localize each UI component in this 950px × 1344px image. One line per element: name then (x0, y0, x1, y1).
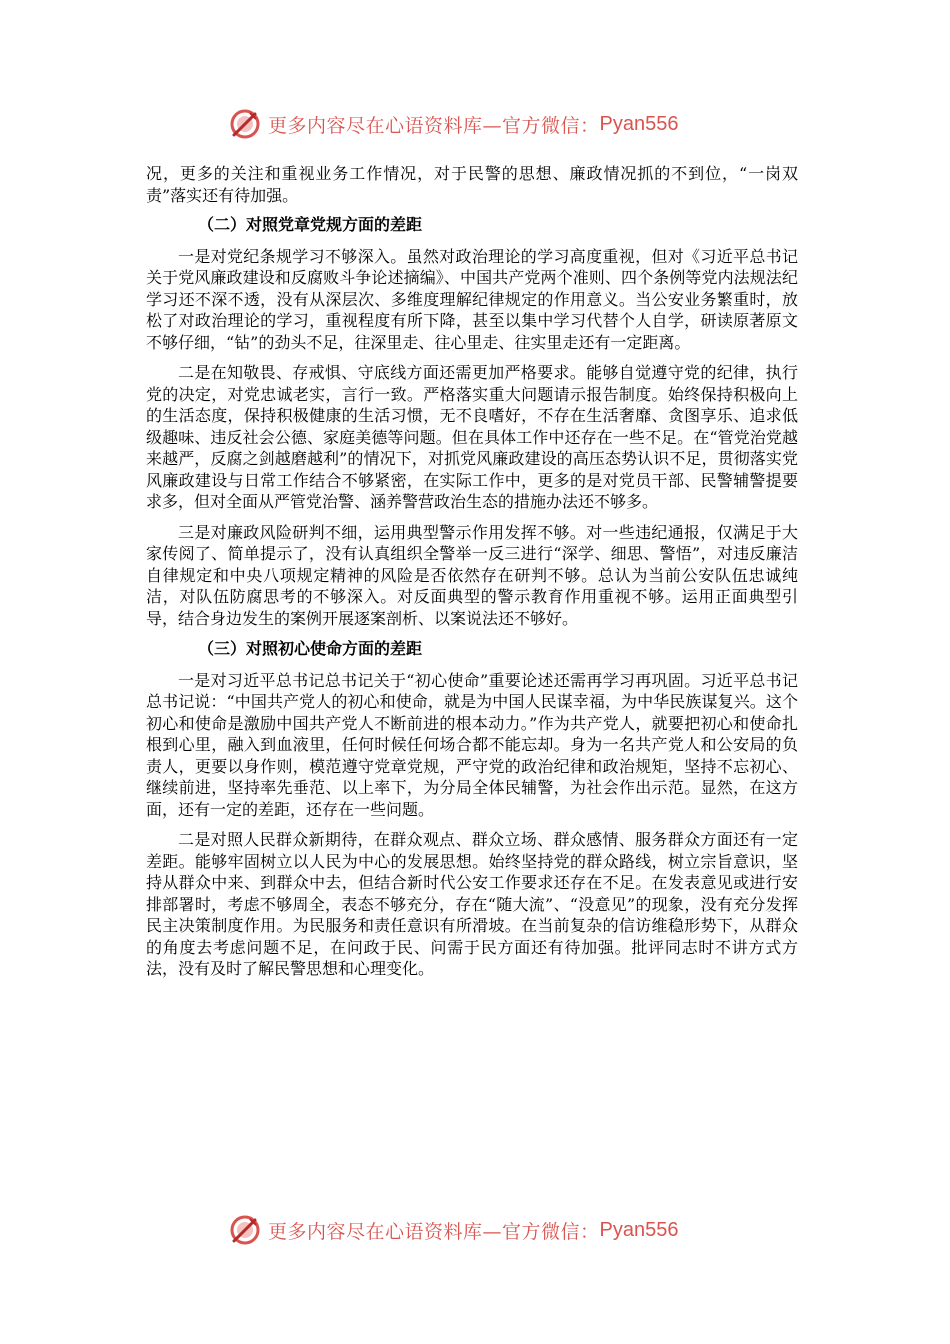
document-body (146, 163, 798, 989)
section3-paragraph-1: 一是对习近平总书记总书记关于“初心使命”重要论述还需再学习再巩固。习近平总书记总书记说：“中国共产党人的初心和使命，就是为中国人民谋幸福，为中华民族谋复兴。这个初心和使命是激励中国共产党人不断前进的根本动力。”作为共产党人，就要把初心和使命扎根到心里，融入到血液里，任何时候任何场合都不能忘却。身为一名共产党人和公安局的负责人，更要以身作则，模范遵守党章党规，严守党的政治纪律和政治规矩，坚持不忘初心、继续前进，坚持率先垂范、以上率下，为分局全体民辅警，为社会作出示范。显然，在这方面，还有一定的差距，还存在一些问题。 (146, 670, 798, 819)
section-heading-3: （三）对照初心使命方面的差距 (198, 639, 423, 658)
watermark-text: 更多内容尽在心语资料库—官方微信： (268, 114, 600, 137)
watermark-logo-icon (228, 1213, 262, 1247)
section2-paragraph-3: 三是对廉政风险研判不细，运用典型警示作用发挥不够。对一些违纪通报，仅满足于大家传阅了、简单提示了，没有认真组织全警举一反三进行“深学、细思、警悟”，对违反廉洁自律规定和中央八项规定精神的风险是否依然存在研判不够。总认为当前公安队伍忠诚纯洁，对队伍防腐思考的不够深入。对反面典型的警示教育作用重视不够。运用正面典型引导，结合身边发生的案例开展逐案剖析、以案说法还不够好。 (146, 522, 798, 628)
watermark-footer (228, 1212, 678, 1248)
watermark-logo-icon (228, 107, 262, 141)
watermark-text: 更多内容尽在心语资料库—官方微信： (268, 1220, 600, 1243)
watermark-wechat-id: Pyan556 (599, 1218, 679, 1241)
watermark-header (228, 106, 678, 142)
section-heading-2: （二）对照党章党规方面的差距 (198, 215, 423, 234)
continuation-paragraph: 况，更多的关注和重视业务工作情况，对于民警的思想、廉政情况抓的不到位，“一岗双责”落实还有待加强。 (146, 164, 798, 205)
section3-paragraph-2: 二是对照人民群众新期待，在群众观点、群众立场、群众感情、服务群众方面还有一定差距。能够牢固树立以人民为中心的发展思想。始终坚持党的群众路线，树立宗旨意识，坚持从群众中来、到群众中去，但结合新时代公安工作要求还存在不足。在发表意见或进行安排部署时，考虑不够周全，表态不够充分，存在“随大流”、“没意见”的现象，没有充分发挥民主决策制度作用。为民服务和责任意识有所滑坡。在当前复杂的信访维稳形势下，从群众的角度去考虑问题不足，在问政于民、问需于民方面还有待加强。批评同志时不讲方式方法，没有及时了解民警思想和心理变化。 (146, 830, 798, 978)
section2-paragraph-2: 二是在知敬畏、存戒惧、守底线方面还需更加严格要求。能够自觉遵守党的纪律，执行党的决定，对党忠诚老实，言行一致。严格落实重大问题请示报告制度。始终保持积极向上的生活态度，保持积极健康的生活习惯，无不良嗜好，不存在生活奢靡、贪图享乐、追求低级趣味、违反社会公德、家庭美德等问题。但在具体工作中还存在一些不足。在“管党治党越来越严，反腐之剑越磨越利”的情况下，对抓党风廉政建设的高压态势认识不足，贯彻落实党风廉政建设与日常工作结合不够紧密，在实际工作中，更多的是对党员干部、民警辅警提要求多，但对全面从严管党治警、涵养警营政治生态的措施办法还不够多。 (146, 363, 798, 511)
watermark-wechat-id: Pyan556 (599, 112, 679, 135)
section2-paragraph-1: 一是对党纪条规学习不够深入。虽然对政治理论的学习高度重视，但对《习近平总书记关于党风廉政建设和反腐败斗争论述摘编》、中国共产党两个准则、四个条例等党内法规法纪学习还不深不透，没有从深层次、多维度理解纪律规定的作用意义。当公安业务繁重时，放松了对政治理论的学习，重视程度有所下降，甚至以集中学习代替个人自学，研读原著原文不够仔细，“钻”的劲头不足，往深里走、往心里走、往实里走还有一定距离。 (146, 246, 798, 352)
